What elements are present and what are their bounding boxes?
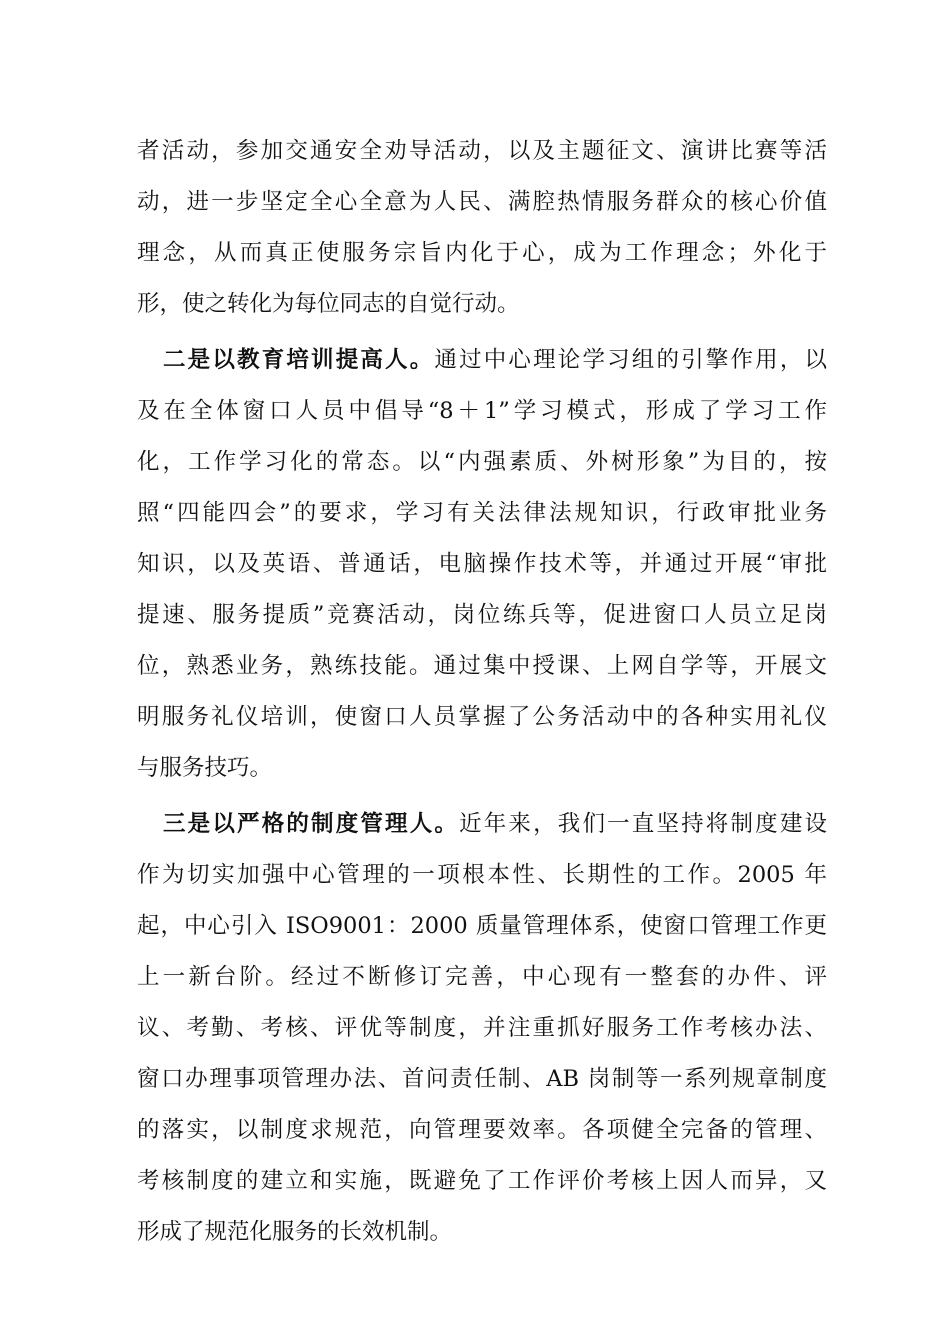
text-line: 上一新台阶。经过不断修订完善，中心现有一整套的办件、评	[137, 964, 827, 990]
text-line: 动，进一步坚定全心全意为人民、满腔热情服务群众的核心价值	[137, 189, 827, 215]
paragraph-heading: 三是以严格的制度管理人。	[163, 811, 460, 837]
paragraph-first-line	[137, 799, 827, 850]
text-line: 起，中心引入 ISO9001：2000 质量管理体系，使窗口管理工作更	[137, 913, 827, 939]
text-line: 化，工作学习化的常态。以“内强素质、外树形象”为目的，按	[137, 449, 827, 475]
text-line: 作为切实加强中心管理的一项根本性、长期性的工作。2005 年	[137, 862, 827, 888]
text-line: 形成了规范化服务的长效机制。	[137, 1219, 453, 1245]
text-line: 窗口办理事项管理办法、首问责任制、AB 岗制等一系列规章制度	[137, 1066, 827, 1092]
paragraph-2	[137, 335, 827, 794]
text-line: 明服务礼仪培训，使窗口人员掌握了公务活动中的各种实用礼仪	[137, 704, 827, 730]
text-line: 者活动，参加交通安全劝导活动，以及主题征文、演讲比赛等活	[137, 138, 827, 164]
paragraph-1	[137, 126, 827, 330]
text-line: 提速、服务提质”竞赛活动，岗位练兵等，促进窗口人员立足岗	[137, 602, 827, 628]
text-run: 近年来，我们一直坚持将制度建设	[459, 811, 827, 837]
text-line: 照“四能四会”的要求，学习有关法律法规知识，行政审批业务	[137, 500, 827, 526]
text-run: 通过中心理论学习组的引擎作用，以	[434, 347, 827, 373]
text-line: 位，熟悉业务，熟练技能。通过集中授课、上网自学等，开展文	[137, 653, 827, 679]
text-line: 议、考勤、考核、评优等制度，并注重抓好服务工作考核办法、	[137, 1015, 827, 1041]
text-line: 及在全体窗口人员中倡导“8＋1”学习模式，形成了学习工作	[137, 398, 827, 424]
paragraph-heading: 二是以教育培训提高人。	[163, 347, 435, 373]
text-line: 考核制度的建立和实施，既避免了工作评价考核上因人而异，又	[137, 1168, 827, 1194]
text-line: 与服务技巧。	[137, 755, 273, 781]
text-line: 知识，以及英语、普通话，电脑操作技术等，并通过开展“审批	[137, 551, 827, 577]
text-line: 形，使之转化为每位同志的自觉行动。	[137, 291, 520, 317]
document-page	[137, 126, 827, 1258]
text-line: 的落实，以制度求规范，向管理要效率。各项健全完备的管理、	[137, 1117, 827, 1143]
text-line: 理念，从而真正使服务宗旨内化于心，成为工作理念；外化于	[137, 240, 827, 266]
paragraph-first-line	[137, 335, 827, 386]
paragraph-3	[137, 799, 827, 1258]
